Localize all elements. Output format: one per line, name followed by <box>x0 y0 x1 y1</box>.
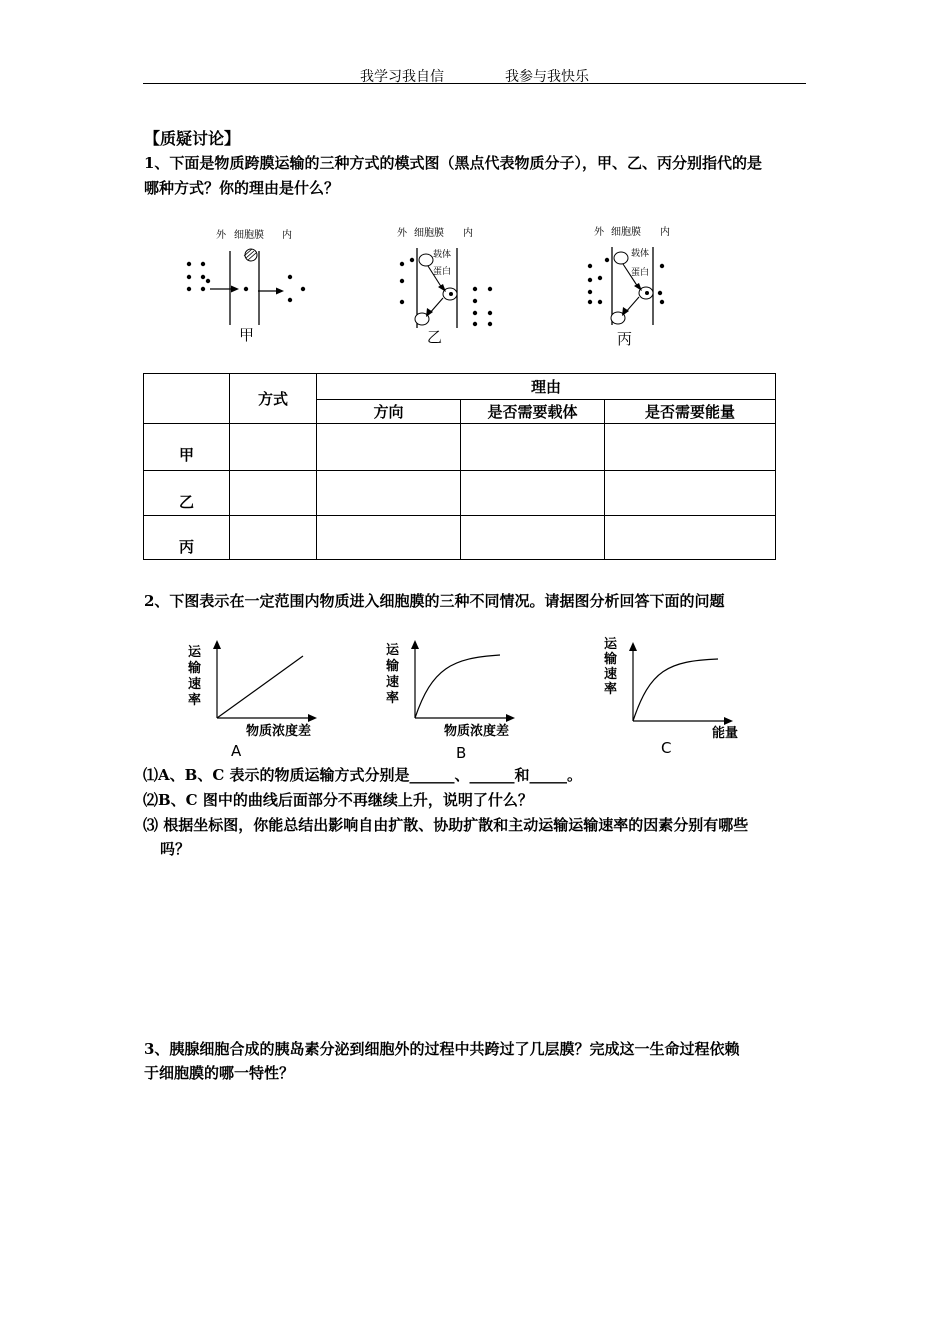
header-right: 我参与我快乐 <box>505 69 589 85</box>
table-row <box>144 516 776 560</box>
membrane-label: 细胞膜 <box>414 228 444 239</box>
outside-label: 外 <box>397 228 407 239</box>
q1-line1: 1、下面是物质跨膜运输的三种方式的模式图（黑点代表物质分子），甲、乙、丙分别指代的是 <box>144 154 762 172</box>
outside-label: 外 <box>594 227 604 238</box>
axis-arrow-icon <box>308 714 317 722</box>
arrow-icon <box>634 283 642 291</box>
y-axis-label: 运 <box>604 637 618 652</box>
y-axis-label: 运 <box>386 643 400 658</box>
header-energy: 是否需要能量 <box>605 400 776 424</box>
inside-label: 内 <box>463 228 473 239</box>
graph-label-a: A <box>231 742 242 760</box>
q3-line1: 3、胰腺细胞合成的胰岛素分泌到细胞外的过程中共跨过了几层膜？完成这一生命过程依赖 <box>144 1040 740 1058</box>
table-row <box>144 424 776 471</box>
molecule-icon <box>245 249 257 261</box>
header-reason: 理由 <box>317 374 776 400</box>
carrier-label: 蛋白 <box>433 267 452 277</box>
row-label: 甲 <box>144 424 230 471</box>
header-mode: 方式 <box>230 374 317 424</box>
table-corner-cell <box>144 374 230 424</box>
answer-cell[interactable] <box>317 424 461 471</box>
diagram-bing <box>588 225 670 348</box>
q1-line2: 哪种方式？你的理由是什么？ <box>144 179 340 197</box>
answer-cell[interactable] <box>317 516 461 560</box>
answer-cell[interactable] <box>230 424 317 471</box>
answer-cell[interactable] <box>230 516 317 560</box>
membrane-label: 细胞膜 <box>611 227 641 238</box>
axis-arrow-icon <box>724 717 733 725</box>
section-title: 【质疑讨论】 <box>144 129 241 148</box>
graph-a <box>187 640 317 760</box>
q2-sub3-line1: ⑶ 根据坐标图，你能总结出影响自由扩散、协助扩散和主动运输运输速率的因素分别有哪些 <box>143 816 749 834</box>
diagram-label-bing: 丙 <box>617 330 633 348</box>
arrow-icon <box>622 307 629 316</box>
x-axis-label: 能量 <box>712 726 739 741</box>
carrier-protein-icon <box>614 252 628 264</box>
y-axis-label: 输 <box>188 661 202 676</box>
diagram-yi <box>397 226 492 346</box>
inside-label: 内 <box>660 227 670 238</box>
graph-label-c: C <box>661 739 672 757</box>
carrier-label: 载体 <box>631 249 650 259</box>
answer-cell[interactable] <box>230 471 317 516</box>
axis-arrow-icon <box>629 642 637 651</box>
membrane-label: 细胞膜 <box>234 230 264 241</box>
q2-sub2: ⑵B、C 图中的曲线后面部分不再继续上升，说明了什么？ <box>143 791 533 809</box>
header-left: 我学习我自信 <box>360 69 444 85</box>
arrow-icon <box>231 286 239 293</box>
carrier-label: 蛋白 <box>631 268 650 278</box>
rate-curve <box>217 656 303 718</box>
arrow-icon <box>276 288 284 295</box>
arrow-icon <box>426 308 433 317</box>
y-axis-label: 速 <box>188 677 202 692</box>
graph-c <box>603 636 738 757</box>
graph-b <box>385 640 515 762</box>
inside-label: 内 <box>282 230 292 241</box>
diagram-jia <box>187 228 305 344</box>
answer-cell[interactable] <box>461 471 605 516</box>
header-direction: 方向 <box>317 400 461 424</box>
rate-graphs <box>180 632 760 762</box>
table-row <box>144 471 776 516</box>
diagram-label-yi: 乙 <box>427 328 443 346</box>
carrier-label: 载体 <box>433 250 452 260</box>
y-axis-label: 输 <box>386 659 400 674</box>
axis-arrow-icon <box>213 640 221 649</box>
header-carrier: 是否需要载体 <box>461 400 605 424</box>
outside-label: 外 <box>216 230 226 241</box>
answer-cell[interactable] <box>605 516 776 560</box>
q2-sub1: ⑴A、B、C 表示的物质运输方式分别是______、______和_____。 <box>143 766 582 784</box>
rate-curve <box>633 659 718 721</box>
y-axis-label: 运 <box>188 645 202 660</box>
x-axis-label: 物质浓度差 <box>444 724 510 739</box>
answer-cell[interactable] <box>317 471 461 516</box>
y-axis-label: 率 <box>188 693 202 708</box>
q2-sub3-line2: 吗？ <box>160 840 191 858</box>
row-label: 乙 <box>144 471 230 516</box>
row-label: 丙 <box>144 516 230 560</box>
axis-arrow-icon <box>506 714 515 722</box>
arrow-icon <box>438 284 446 292</box>
carrier-protein-icon <box>419 254 433 266</box>
graph-label-b: B <box>456 744 467 762</box>
diagram-label-jia: 甲 <box>239 326 255 344</box>
answer-cell[interactable] <box>605 424 776 471</box>
y-axis-label: 输 <box>604 652 618 667</box>
axis-arrow-icon <box>411 640 419 649</box>
rate-curve <box>415 655 500 718</box>
answer-cell[interactable] <box>461 516 605 560</box>
q2-intro: 2、下图表示在一定范围内物质进入细胞膜的三种不同情况。请据图分析回答下面的问题 <box>144 592 725 610</box>
header-rule <box>143 83 806 84</box>
y-axis-label: 率 <box>386 691 400 706</box>
y-axis-label: 速 <box>604 667 618 682</box>
answer-cell[interactable] <box>605 471 776 516</box>
reason-table <box>143 373 776 560</box>
answer-cell[interactable] <box>461 424 605 471</box>
y-axis-label: 率 <box>604 682 618 697</box>
x-axis-label: 物质浓度差 <box>246 724 312 739</box>
q3-line2: 于细胞膜的哪一特性？ <box>144 1064 295 1082</box>
transport-diagrams <box>170 218 690 358</box>
y-axis-label: 速 <box>386 675 400 690</box>
